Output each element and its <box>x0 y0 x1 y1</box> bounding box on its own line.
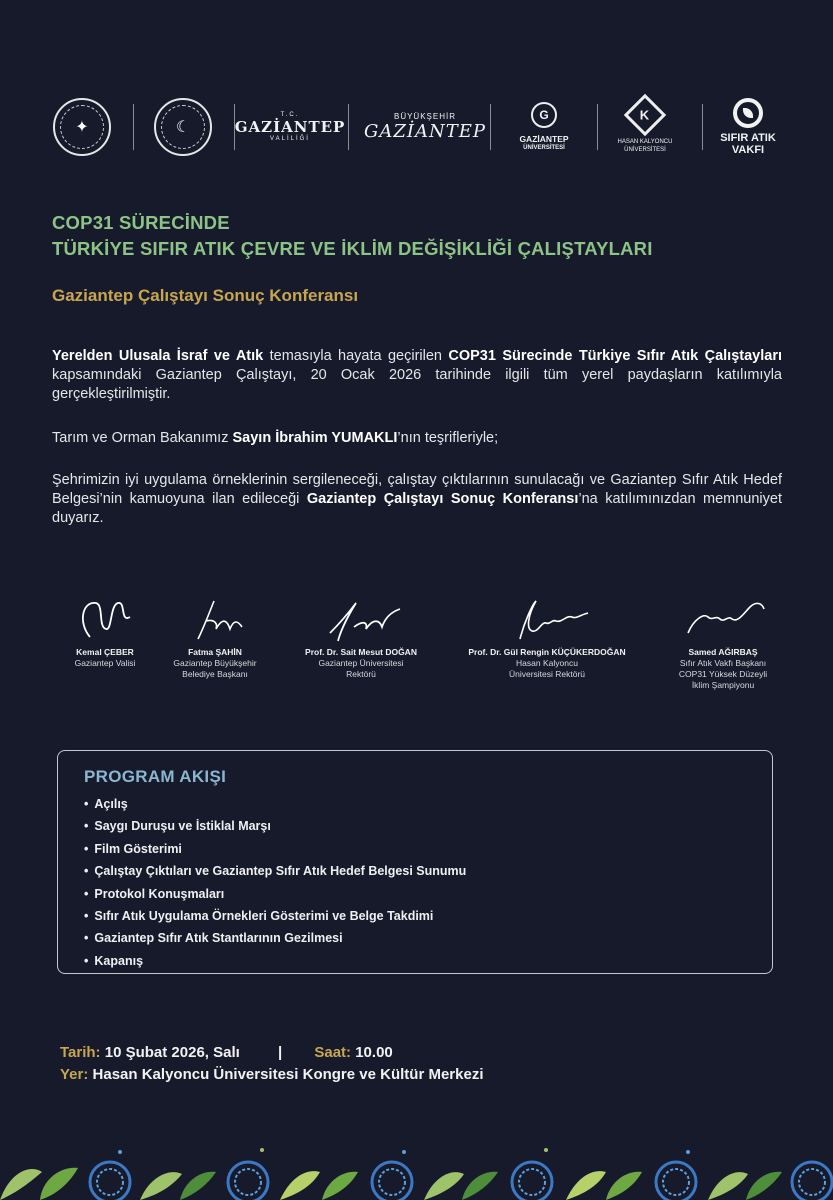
list-item: • Saygı Duruşu ve İstiklal Marşı <box>84 815 466 837</box>
list-item: • Protokol Konuşmaları <box>84 883 466 905</box>
logo-divider <box>133 104 134 150</box>
handwritten-signature <box>316 593 406 645</box>
decorative-footer-pattern <box>0 1142 833 1200</box>
program-list <box>84 793 466 972</box>
leaf-pattern-icon <box>0 1148 832 1200</box>
handwritten-signature <box>678 593 768 645</box>
buyuksehir-gaziantep-logo: BÜYÜKŞEHİR GAZİANTEP <box>363 112 486 142</box>
list-item: • Çalıştay Çıktıları ve Gaziantep Sıfır Atık Hedef Belgesi Sunumu <box>84 860 466 882</box>
title-line-1: COP31 SÜRECİNDE <box>52 212 230 233</box>
subtitle: Gaziantep Çalıştayı Sonuç Konferansı <box>52 286 359 305</box>
hasan-kalyoncu-logo: K HASAN KALYONCU ÜNİVERSİTESİ <box>602 92 688 162</box>
program-title: PROGRAM AKIŞI <box>84 767 227 786</box>
list-item: • Açılış <box>84 793 466 815</box>
signature-block: Fatma ŞAHİN Gaziantep Büyükşehir Belediye Başkanı <box>150 593 280 680</box>
ministry-seal-2-logo: ☾ <box>151 92 215 162</box>
event-place: Yer: Hasan Kalyoncu Üniversitesi Kongre ve Kültür Merkezi <box>60 1066 484 1083</box>
gaziantep-universitesi-logo: G GAZİANTEP ÜNİVERSİTESİ <box>502 92 586 162</box>
list-item: • Film Gösterimi <box>84 838 466 860</box>
list-item: • Sıfır Atık Uygulama Örnekleri Gösterimi ve Belge Takdimi <box>84 905 466 927</box>
signature-block: Prof. Dr. Sait Mesut DOĞAN Gaziantep Üniversitesi Rektörü <box>286 593 436 680</box>
sifir-atik-vakfi-logo: SIFIR ATIK VAKFI <box>706 92 790 162</box>
logo-bar <box>50 92 790 162</box>
paragraph-intro: Yerelden Ulusala İsraf ve Atık temasıyla hayata geçirilen COP31 Sürecinde Türkiye Sıfır Atık Çalıştayları kapsamındaki Gaziantep Çalıştayı, 20 Ocak 2026 tarihinde ilgili tüm yerel paydaşların katılımıyla gerçekleştirilmiştir. <box>52 348 783 402</box>
gaziantep-valiligi-logo: T.C. GAZİANTEP VALİLİĞİ <box>234 112 346 142</box>
logo-divider <box>597 104 598 150</box>
hku-emblem-icon: K <box>624 94 666 136</box>
signature-block: Samed AĞIRBAŞ Sıfır Atık Vakfı Başkanı COP31 Yüksek Düzeyli İklim Şampiyonu <box>648 593 798 691</box>
paragraph-minister: Tarım ve Orman Bakanımız Sayın İbrahim YUMAKLI’nın teşrifleriyle; <box>52 430 499 446</box>
handwritten-signature <box>170 593 260 645</box>
list-item: • Kapanış <box>84 950 466 972</box>
handwritten-signature <box>502 593 592 645</box>
ministry-seal-logo: ✦ <box>50 92 114 162</box>
event-date-time: Tarih: 10 Şubat 2026, Salı | Saat: 10.00 <box>60 1044 393 1061</box>
list-item: • Gaziantep Sıfır Atık Stantlarının Gezilmesi <box>84 927 466 949</box>
title-line-2: TÜRKİYE SIFIR ATIK ÇEVRE VE İKLİM DEĞİŞİKLİĞİ ÇALIŞTAYLARI <box>52 238 653 259</box>
leaf-icon <box>733 98 763 128</box>
logo-divider <box>348 104 349 150</box>
signature-block: Kemal ÇEBER Gaziantep Valisi <box>40 593 170 669</box>
program-box <box>57 750 773 974</box>
paragraph-invitation: Şehrimizin iyi uygulama örneklerinin sergileneceği, çalıştay çıktılarının sunulacağı ve Gaziantep Sıfır Atık Hedef Belgesi’nin kamuoyuna ilan edileceği Gaziantep Çalıştayı Sonuç Konferansı’na katılımınızdan memnuniyet duyarız. <box>52 472 782 526</box>
handwritten-signature <box>60 593 150 645</box>
logo-divider <box>702 104 703 150</box>
gaun-emblem-icon: G <box>531 102 557 128</box>
logo-divider <box>490 104 491 150</box>
signature-block: Prof. Dr. Gül Rengin KÜÇÜKERDOĞAN Hasan Kalyoncu Üniversitesi Rektörü <box>452 593 642 680</box>
